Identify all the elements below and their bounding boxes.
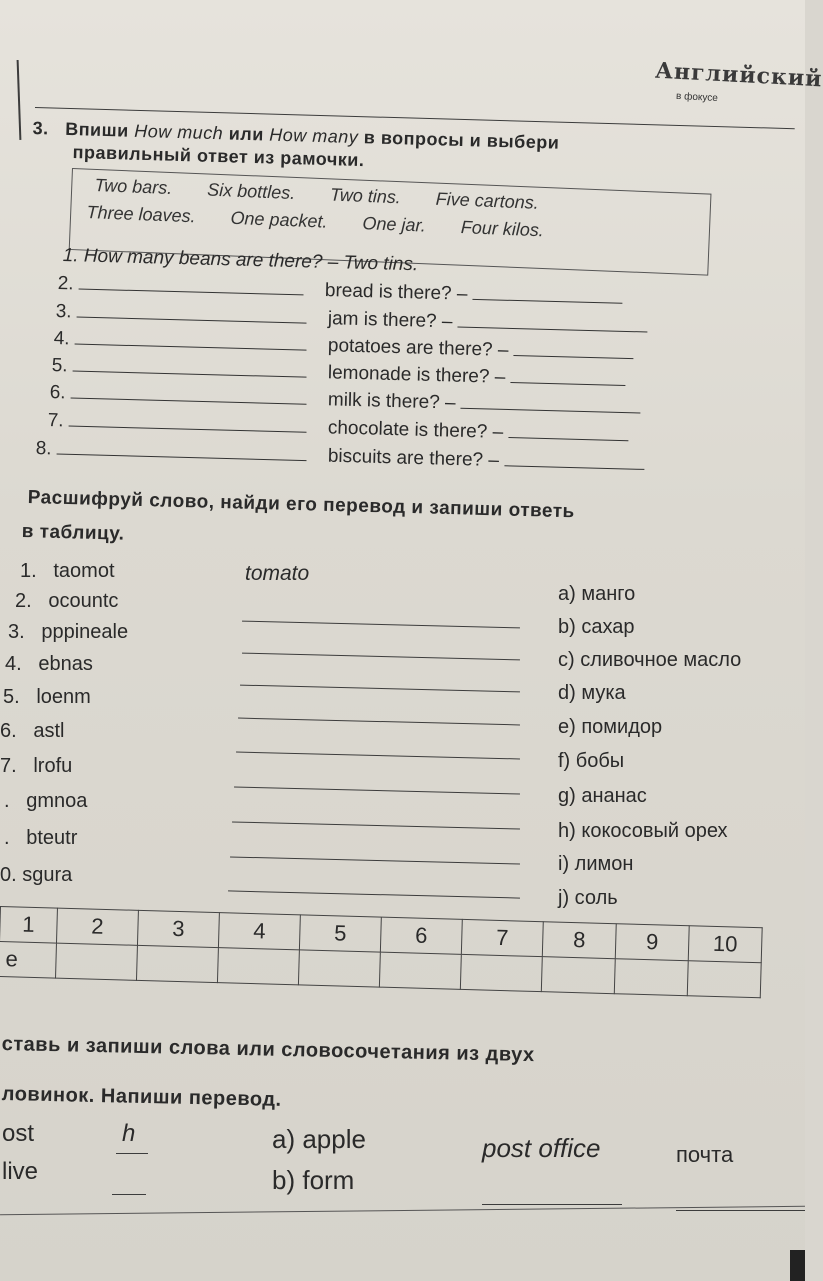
margin-mark xyxy=(17,60,21,140)
word-half-option: a) apple xyxy=(272,1124,366,1154)
box-option: Five cartons. xyxy=(435,188,540,213)
scrambled-word: astl xyxy=(33,720,65,742)
answer-blank[interactable] xyxy=(73,371,307,378)
exercise-3-instruction-line2: правильный ответ из рамочки. xyxy=(72,142,365,171)
answer-blank[interactable] xyxy=(461,408,641,414)
instruction-how-many: How many xyxy=(269,124,359,148)
exercise-5-instruction: ставь и запиши слова или словосочетания из двух xyxy=(1,1033,535,1067)
question-number: 3. xyxy=(55,301,72,323)
answer-blank[interactable] xyxy=(77,317,307,324)
table-header-cell: 4 xyxy=(218,913,300,950)
answer-blank[interactable] xyxy=(238,718,520,726)
answer-blank[interactable] xyxy=(230,856,520,864)
answer-blank[interactable] xyxy=(240,685,520,693)
scrambled-word: gmnoa xyxy=(26,790,88,812)
question-text: biscuits are there? – xyxy=(327,445,500,472)
table-cell[interactable] xyxy=(687,961,761,998)
table-cell[interactable] xyxy=(614,959,688,996)
word-number: 5. xyxy=(3,686,20,708)
answer-blank[interactable] xyxy=(242,653,520,661)
question-number: 2. xyxy=(57,273,74,295)
answer-table xyxy=(0,906,763,998)
box-option: Two tins. xyxy=(329,184,402,208)
exercise-4-instruction-line2: в таблицу. xyxy=(21,521,125,545)
answer-blank[interactable] xyxy=(676,1210,805,1211)
scrambled-word: ebnas xyxy=(38,653,93,675)
page-edge-shadow xyxy=(790,1250,805,1281)
translation-option: f) бобы xyxy=(558,750,625,772)
question-text: lemonade is there? – xyxy=(327,362,506,388)
answer-blank[interactable] xyxy=(236,752,520,760)
table-header-cell: 7 xyxy=(461,919,543,956)
exercise-5-instruction-line2: ловинок. Напиши перевод. xyxy=(1,1083,282,1111)
exercise-4-instruction: Расшифруй слово, найди его перевод и запиши ответь xyxy=(27,487,576,523)
answer-blank[interactable] xyxy=(232,821,520,829)
book-logo: Английский xyxy=(654,57,823,93)
translation-answer: почта xyxy=(676,1142,734,1167)
answer-blank[interactable] xyxy=(116,1153,148,1154)
question-number: 6. xyxy=(49,382,66,404)
box-option: Three loaves. xyxy=(86,202,196,227)
scrambled-word: lrofu xyxy=(33,755,73,777)
word-number: . xyxy=(4,827,10,849)
table-cell[interactable] xyxy=(298,950,380,987)
scrambled-word-row xyxy=(15,590,118,613)
scrambled-word: ocountc xyxy=(48,590,119,612)
scrambled-word: pppineale xyxy=(41,621,129,643)
word-number: 6. xyxy=(0,720,17,742)
word-half-answer: h xyxy=(122,1120,136,1147)
question-number: 8. xyxy=(35,438,52,460)
answer-blank[interactable] xyxy=(514,355,634,359)
scrambled-word: taomot xyxy=(53,560,115,582)
box-option: Two bars. xyxy=(94,175,173,199)
scrambled-word-row xyxy=(4,790,87,813)
scrambled-word-row xyxy=(8,621,128,644)
box-option: One packet. xyxy=(230,207,328,232)
answer-blank[interactable] xyxy=(57,454,307,462)
answer-blank[interactable] xyxy=(473,299,623,304)
scrambled-word-row xyxy=(0,755,72,778)
instruction-text: Впиши xyxy=(64,118,130,141)
table-header-cell: 5 xyxy=(299,915,381,952)
table-cell[interactable] xyxy=(460,954,542,991)
question-text: milk is there? – xyxy=(327,389,456,414)
instruction-text: или xyxy=(228,123,265,145)
answer-blank[interactable] xyxy=(482,1204,622,1205)
answer-blank[interactable] xyxy=(69,426,307,433)
translation-option: h) кокосовый орех xyxy=(558,820,728,842)
exercise-number: 3. xyxy=(32,118,50,139)
word-number: 4. xyxy=(5,653,22,675)
answer-blank[interactable] xyxy=(112,1194,146,1195)
translation-option: d) мука xyxy=(558,682,626,704)
translation-option: e) помидор xyxy=(558,716,663,738)
box-option: One jar. xyxy=(362,213,427,236)
example-sentence: 1. How many beans are there? – Two tins. xyxy=(62,245,419,276)
answer-blank[interactable] xyxy=(79,289,304,296)
scrambled-word: bteutr xyxy=(26,827,78,849)
word-half-left: ost xyxy=(2,1120,35,1147)
word-number: 1. xyxy=(20,560,37,582)
answer-blank[interactable] xyxy=(458,327,648,333)
translation-option: b) сахар xyxy=(558,616,635,638)
table-cell[interactable] xyxy=(136,945,218,982)
scrambled-word-row xyxy=(0,864,72,887)
answer-blank[interactable] xyxy=(228,890,520,898)
question-number: 7. xyxy=(47,410,64,432)
answer-blank[interactable] xyxy=(71,398,307,405)
question-text: bread is there? – xyxy=(324,279,468,305)
table-header-cell: 3 xyxy=(137,910,219,947)
box-option: Four kilos. xyxy=(460,217,545,241)
answer-example: tomato xyxy=(245,562,310,585)
answer-blank[interactable] xyxy=(242,621,520,629)
question-text: potatoes are there? – xyxy=(327,335,509,361)
table-header-cell: 2 xyxy=(56,908,138,945)
scrambled-word-row xyxy=(0,720,64,743)
translation-option: g) ананас xyxy=(558,785,647,807)
table-header-cell: 6 xyxy=(380,917,462,954)
word-number: . xyxy=(4,790,10,812)
table-header-cell: 10 xyxy=(688,926,762,963)
scrambled-word-row xyxy=(20,560,115,583)
table-cell[interactable] xyxy=(379,952,461,989)
answer-blank[interactable] xyxy=(508,437,628,441)
book-logo-subtitle: в фокусе xyxy=(675,90,719,105)
answer-blank[interactable] xyxy=(75,344,307,351)
scrambled-word-row xyxy=(5,653,93,676)
scrambled-word-row xyxy=(4,827,77,850)
translation-option: i) лимон xyxy=(558,853,634,875)
translation-option: j) соль xyxy=(558,887,618,909)
word-half-option: b) form xyxy=(272,1165,355,1195)
answer-blank[interactable] xyxy=(510,382,625,386)
box-option: Six bottles. xyxy=(206,179,296,204)
word-number: 3. xyxy=(8,621,25,643)
word-number: 7. xyxy=(0,755,17,777)
question-text: chocolate is there? – xyxy=(327,417,504,443)
scrambled-word: sgura xyxy=(22,864,73,886)
word-number: 0. xyxy=(0,864,17,886)
translation-option: c) сливочное масло xyxy=(558,649,742,671)
instruction-how-much: How much xyxy=(133,120,224,144)
table-header-cell: 8 xyxy=(542,922,616,959)
table-cell[interactable] xyxy=(541,957,615,994)
instruction-text: в вопросы и выбери xyxy=(363,127,560,153)
table-cell[interactable] xyxy=(56,943,138,980)
table-cell[interactable] xyxy=(217,948,299,985)
answer-blank[interactable] xyxy=(504,465,644,470)
answer-blank[interactable] xyxy=(234,787,520,795)
scrambled-word-row xyxy=(3,686,91,709)
question-text: jam is there? – xyxy=(327,308,453,333)
translation-option: a) манго xyxy=(558,583,636,605)
word-half-left: live xyxy=(2,1158,39,1185)
table-header-cell: 1 xyxy=(0,907,57,944)
table-cell[interactable]: e xyxy=(0,942,56,979)
word-number: 2. xyxy=(15,590,32,612)
question-number: 4. xyxy=(53,328,70,350)
table-header-cell: 9 xyxy=(615,924,689,961)
question-number: 5. xyxy=(51,355,68,377)
scrambled-word: loenm xyxy=(36,686,91,708)
combined-word-answer: post office xyxy=(482,1133,601,1163)
